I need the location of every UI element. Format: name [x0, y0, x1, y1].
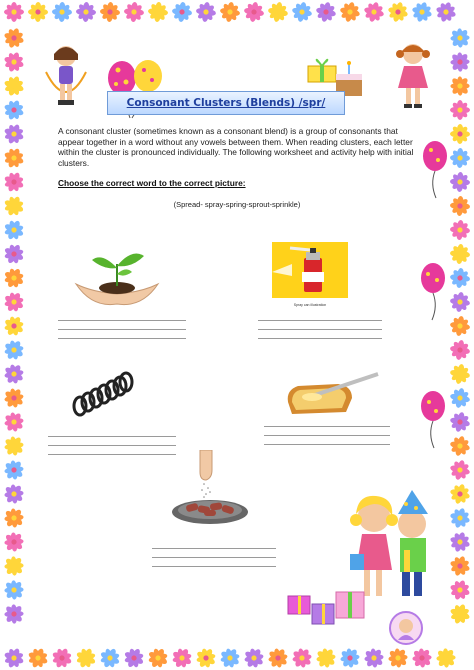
- border-flower-icon: [410, 0, 435, 24]
- border-flower-icon: [449, 219, 471, 241]
- border-flower-icon: [266, 0, 289, 23]
- sprinkle-on-meat-picture: [170, 450, 252, 526]
- balloon-right-bottom-icon: [418, 390, 448, 450]
- sprout-in-hands-picture: [72, 244, 162, 310]
- answer-line[interactable]: [58, 320, 186, 321]
- border-flower-icon: [97, 645, 124, 670]
- border-flower-icon: [1, 49, 27, 75]
- answer-line[interactable]: [152, 566, 276, 567]
- border-flower-icon: [1, 25, 26, 50]
- border-flower-icon: [449, 243, 471, 265]
- answer-line[interactable]: [58, 338, 186, 339]
- border-flower-icon: [448, 338, 471, 361]
- border-flower-icon: [75, 1, 96, 22]
- border-flower-icon: [1, 97, 27, 123]
- border-flower-icon: [408, 644, 436, 670]
- border-flower-icon: [216, 644, 244, 670]
- border-flower-icon: [448, 482, 473, 507]
- border-flower-icon: [448, 362, 471, 385]
- border-flower-icon: [336, 644, 364, 670]
- border-flower-icon: [449, 315, 472, 338]
- border-flower-icon: [338, 0, 362, 24]
- answer-line[interactable]: [58, 329, 186, 330]
- border-flower-icon: [360, 644, 388, 670]
- border-flower-icon: [450, 100, 470, 120]
- border-flower-icon: [192, 644, 219, 670]
- girl-jump-rope-icon: [38, 42, 94, 110]
- border-flower-icon: [432, 644, 460, 670]
- border-flower-icon: [168, 644, 195, 670]
- border-flower-icon: [448, 458, 472, 482]
- border-flower-icon: [0, 288, 27, 315]
- border-flower-icon: [219, 1, 242, 24]
- border-flower-icon: [28, 2, 48, 22]
- border-flower-icon: [120, 644, 147, 670]
- answer-lines-1[interactable]: [58, 320, 186, 347]
- border-flower-icon: [0, 312, 27, 339]
- instruction-text: Choose the correct word to the correct picture:: [58, 178, 246, 188]
- border-flower-icon: [0, 240, 27, 267]
- border-flower-icon: [147, 1, 169, 23]
- border-flower-icon: [25, 645, 51, 670]
- word-list: (Spread- spray-spring-sprout-sprinkle): [173, 200, 301, 209]
- answer-lines-3[interactable]: [48, 436, 176, 463]
- border-flower-icon: [449, 267, 471, 289]
- border-flower-icon: [1, 645, 27, 670]
- border-flower-icon: [0, 528, 28, 556]
- border-flower-icon: [0, 336, 28, 364]
- border-flower-icon: [0, 264, 27, 291]
- border-flower-icon: [1, 217, 28, 244]
- answer-line[interactable]: [258, 320, 382, 321]
- border-flower-icon: [0, 432, 28, 460]
- border-flower-icon: [449, 171, 470, 192]
- border-flower-icon: [449, 291, 472, 314]
- border-flower-icon: [0, 408, 28, 436]
- border-flower-icon: [384, 644, 412, 670]
- answer-line[interactable]: [152, 548, 276, 549]
- border-flower-icon: [448, 434, 472, 458]
- stamp-badge-icon: [388, 610, 424, 646]
- border-flower-icon: [0, 360, 28, 388]
- border-flower-icon: [1, 169, 28, 196]
- border-flower-icon: [0, 576, 28, 604]
- border-flower-icon: [1, 145, 27, 171]
- worksheet-title: Consonant Clusters (Blends) /spr/: [126, 97, 326, 109]
- border-flower-icon: [52, 2, 73, 23]
- border-flower-icon: [447, 601, 473, 627]
- border-flower-icon: [123, 1, 145, 23]
- border-flower-icon: [362, 0, 386, 24]
- border-flower-icon: [450, 124, 470, 144]
- answer-line[interactable]: [48, 454, 176, 455]
- answer-line[interactable]: [258, 329, 382, 330]
- answer-line[interactable]: [264, 426, 390, 427]
- border-flower-icon: [49, 645, 76, 670]
- spray-caption: Spray can illustration: [293, 303, 327, 307]
- border-flower-icon: [448, 506, 473, 531]
- answer-line[interactable]: [48, 436, 176, 437]
- answer-line[interactable]: [258, 338, 382, 339]
- spring-coil-picture: [70, 370, 136, 418]
- border-flower-icon: [0, 384, 28, 412]
- border-flower-icon: [4, 2, 24, 22]
- answer-lines-2[interactable]: [258, 320, 382, 347]
- border-flower-icon: [312, 644, 340, 670]
- border-flower-icon: [0, 600, 28, 628]
- border-flower-icon: [195, 1, 218, 24]
- border-flower-icon: [447, 577, 473, 603]
- border-flower-icon: [447, 529, 472, 554]
- border-flower-icon: [446, 24, 474, 52]
- answer-lines-5[interactable]: [152, 548, 276, 575]
- border-flower-icon: [73, 645, 100, 670]
- border-flower-icon: [1, 73, 27, 99]
- balloon-right-top-icon: [420, 140, 450, 200]
- border-flower-icon: [0, 456, 28, 484]
- border-flower-icon: [290, 0, 314, 24]
- answer-lines-4[interactable]: [264, 426, 390, 453]
- border-flower-icon: [446, 72, 474, 100]
- border-flower-icon: [450, 148, 471, 169]
- intro-paragraph: A consonant cluster (sometimes known as a consonant blend) is a group of consonants that appear together in a word without any vowels between them. When reading clusters, each letter within the cluster is pronounced individually. The following worksheet and activity help with initial clusters.: [58, 126, 414, 168]
- border-flower-icon: [446, 48, 474, 76]
- answer-line[interactable]: [264, 435, 390, 436]
- answer-line[interactable]: [152, 557, 276, 558]
- border-flower-icon: [447, 553, 472, 578]
- worksheet-title-box: [107, 91, 345, 115]
- border-flower-icon: [288, 644, 316, 670]
- border-flower-icon: [0, 480, 28, 508]
- girl-with-present-icon: [392, 40, 434, 112]
- spread-on-toast-picture: [282, 372, 382, 418]
- border-flower-icon: [433, 0, 458, 25]
- gift-boxes-icon: [286, 586, 368, 628]
- border-flower-icon: [1, 121, 27, 147]
- border-flower-icon: [386, 0, 411, 24]
- border-flower-icon: [314, 0, 338, 24]
- answer-line[interactable]: [48, 445, 176, 446]
- border-flower-icon: [99, 1, 120, 22]
- border-flower-icon: [144, 644, 171, 670]
- border-flower-icon: [448, 386, 472, 410]
- border-flower-icon: [242, 0, 265, 23]
- border-flower-icon: [0, 552, 28, 580]
- spray-can-picture: [272, 242, 348, 312]
- border-flower-icon: [264, 644, 292, 670]
- border-flower-icon: [240, 644, 268, 670]
- border-flower-icon: [0, 504, 28, 532]
- balloon-right-middle-icon: [418, 262, 448, 322]
- answer-line[interactable]: [264, 444, 390, 445]
- border-flower-icon: [171, 1, 193, 23]
- border-flower-icon: [448, 410, 472, 434]
